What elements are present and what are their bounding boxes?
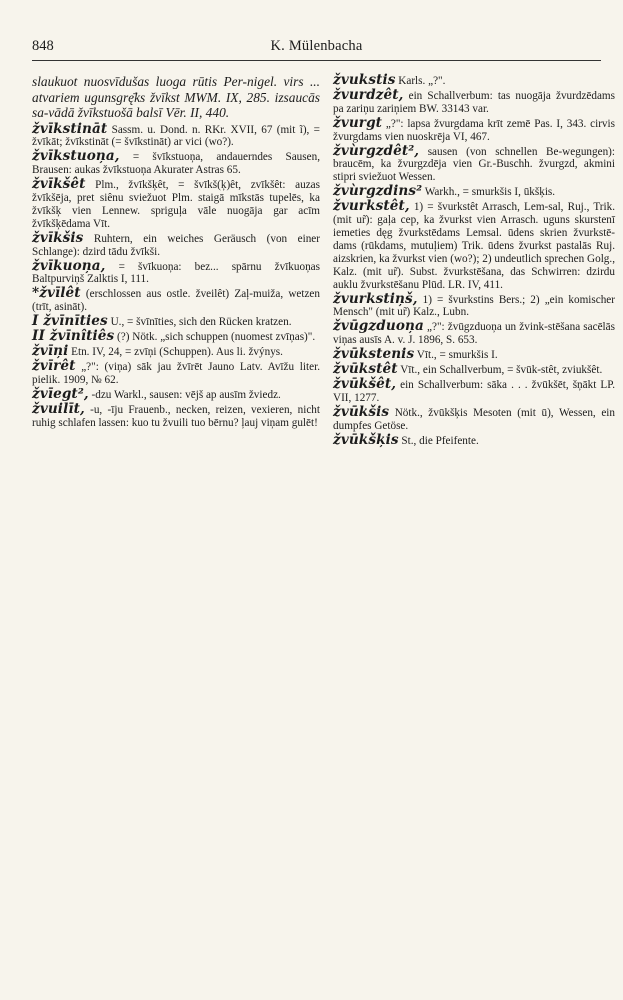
entry-text: sausen (von schnellen Be-wegungen): braucēm, ka žvurgzdēja vien Gr.-Buschh. žvurgzd, akmini stipri sviežuot Wessen. <box>333 145 615 184</box>
entry-text: ein Schallverbum: sāka . . . žvūkšēt, šņākt LP. VII, 1277. <box>333 378 615 404</box>
entry-headword: žvīkuoņa, <box>32 257 106 274</box>
dictionary-entry <box>333 74 615 88</box>
entry-text: „?": lapsa žvurgdama krīt zemē Pas. I, 343. cirvis žvurgdams vien nuoskrēja VI, 467. <box>333 117 615 143</box>
entry-text: Ruhtern, ein weiches Geräusch (von einer Schlange): dzird tādu žvīkši. <box>32 232 320 258</box>
entry-headword: žvīņi <box>32 343 69 359</box>
dictionary-entry <box>333 200 615 291</box>
entry-text: = švīkuoņa: bez... spārnu žvīkuoņas Baltpurviņš Zalktis I, 111. <box>32 260 320 286</box>
entry-headword: žvīegt², <box>32 385 89 402</box>
entry-headword: žvùrgzdins² <box>333 183 423 200</box>
dictionary-entry <box>333 142 615 185</box>
dictionary-entry <box>333 375 615 405</box>
entry-headword: žvūgzduoņa <box>333 318 424 335</box>
right-column <box>333 74 615 448</box>
page-number: 848 <box>32 38 54 54</box>
entry-headword: žvurdzêt, <box>333 86 404 103</box>
entry-headword: žvīkstināt <box>32 120 108 137</box>
dictionary-entry <box>32 257 320 287</box>
page-header <box>32 38 601 61</box>
dictionary-entry <box>32 315 320 329</box>
entry-headword: žvurgt <box>333 114 383 131</box>
dictionary-entry <box>32 385 320 402</box>
dictionary-entry <box>32 345 320 359</box>
entry-text: Karls. „?". <box>395 75 446 87</box>
entry-text: Warkh., = smurkšis I, ūkšķis. <box>422 186 556 199</box>
dictionary-entry <box>32 120 320 150</box>
entry-text: (erschlossen aus ostle. žveilêt) Zaļ-muiža, wetzen (trīt, asināt). <box>32 288 320 314</box>
dictionary-entry <box>333 403 615 433</box>
entry-text: Etn. IV, 24, = zvīņi (Schuppen). Aus li. žvýnys. <box>68 346 283 358</box>
dictionary-entry <box>32 330 320 344</box>
entry-headword: žvùrgzdêt², <box>333 142 420 159</box>
entry-headword: žvukstis <box>333 72 396 88</box>
dictionary-entry <box>32 229 320 259</box>
entry-text: 1) = švurkstêt Arrasch, Lem-sal, Ruj., Trik. (mit ur̃): gaļa cep, ka žvurkst vien Arrasch. uguns skurstenī iemeties dęg žvurkstēdams Lemsal. ūdens skrien žvurkstē-dams (rūkdams, mutuļiem) Trik. ūdens žvurkst pastalās Ruj. aizskrien, ka žvurkst vien (wo?); 2) undeutlich sprechen Golg., Kalz. (mit ur̃). Subst. žvurkstēšana, das Schwirren: dzirdu auklu žvurkstēšanu Plūd. LR. IV, 411. <box>333 201 615 291</box>
dictionary-entry <box>333 86 615 116</box>
entry-text: „?": (viņa) sāk jau žvīrēt Jauno Latv. Avīžu liter. pielik. 1909, № 62. <box>32 360 320 386</box>
dictionary-entry <box>32 178 320 231</box>
entry-headword: II žvīnîtiês <box>32 328 115 345</box>
entry-text: St., die Pfeifente. <box>398 434 479 447</box>
entry-text: Nötk., žvūkšķis Mesoten (mit ū), Wessen, ein dumpfes Getöse. <box>333 406 615 432</box>
entry-headword: žvūkstêt <box>333 361 398 378</box>
entry-text: = švīkstuoņa, andauerndes Sausen, Brausen: aukas žvīkstuoņa Akurater Astras 65. <box>32 151 320 177</box>
entry-text: ein Schallverbum: tas nuogāja žvurdzēdams pa zariņu zariņiem BW. 33143 var. <box>333 89 615 115</box>
entry-text: slaukuot nuosvīdušas luoga rūtis Per-nigel. virs ... atvariem ugunsgrę̄ks žvīkst MWM. IX, 285. izsaucās sa-vādā žvīkstuošā balsī Vēr. II, 440. <box>32 74 320 120</box>
entry-headword: žvīrêt <box>32 357 76 374</box>
entry-headword: žvūkšis <box>333 403 390 420</box>
dictionary-entry <box>32 400 320 430</box>
entry-text: (?) Nötk. „sich schuppen (nuomest zvīņas)". <box>114 331 316 344</box>
entry-headword: žvūkstenis <box>333 346 415 363</box>
dictionary-entry <box>32 150 320 177</box>
entry-headword: žvūkšķis <box>333 431 399 448</box>
dictionary-entry <box>333 114 615 144</box>
running-head: K. Mülenbacha <box>270 38 363 54</box>
left-column <box>32 74 320 430</box>
entry-headword: žvurkstêt, <box>333 198 410 215</box>
entry-text: 1) = švurkstins Bers.; 2) „ein komischer Mensch" (mit ur̃) Kalz., Lubn. <box>333 293 615 319</box>
entry-text: -dzu Warkl., sausen: vējš ap ausīm žviedz. <box>88 388 281 401</box>
entry-headword: *žvīlêt <box>32 285 81 302</box>
dictionary-entry <box>333 320 615 347</box>
entry-headword: žvuilīt, <box>32 400 85 417</box>
dictionary-entry <box>32 74 320 121</box>
dictionary-entry <box>333 290 615 320</box>
entry-headword: žvurkstiņš, <box>333 290 418 307</box>
entry-text: Plm., žvīkšķêt, = švīkš(ķ)êt, zvīkšêt: auzas žvīkšēja, pret siênu sviežuot Plm. staigā mīkstās tupelēs, ka žvīkšķ vien Lennew. spriguļa vāle nuogāja gar acīm žvīkšķēdama Vīt. <box>32 179 320 230</box>
entry-text: Sassm. u. Dond. n. RKr. XVII, 67 (mit ĩ), = žvīkāt; žvīkstināt (= švīkstināt) ar vici (wo?). <box>32 123 320 149</box>
entry-text: „?": žvūgzduoņa un žvink-stēšana sacēlās viņas ausīs A. v. J. 1896, S. 653. <box>333 321 615 347</box>
dictionary-entry <box>333 431 615 448</box>
entry-headword: žvīkšêt <box>32 176 86 193</box>
dictionary-entry <box>333 185 615 199</box>
dictionary-entry <box>32 287 320 314</box>
entry-headword: žvīkstuoņa, <box>32 148 120 165</box>
dictionary-entry <box>333 363 615 377</box>
entry-text: Vīt., = smurkšis I. <box>414 349 498 362</box>
entry-text: Vīt., ein Schallverbum, = švūk-stêt, zviukšêt. <box>397 364 603 377</box>
dictionary-entry <box>333 348 615 362</box>
entry-text: -u, -īju Frauenb., necken, reizen, vexieren, nicht ruhig schlafen lassen: kuo tu žvuili tuo bērnu? ļauj viņam gulēt! <box>32 403 320 429</box>
entry-text: U., = švīnīties, sich den Rücken kratzen. <box>107 316 292 329</box>
entry-headword: žvūkšêt, <box>333 375 397 392</box>
entry-headword: žvīkšis <box>32 229 84 246</box>
entry-headword: I žvīnīties <box>32 313 108 330</box>
dictionary-entry <box>32 357 320 387</box>
